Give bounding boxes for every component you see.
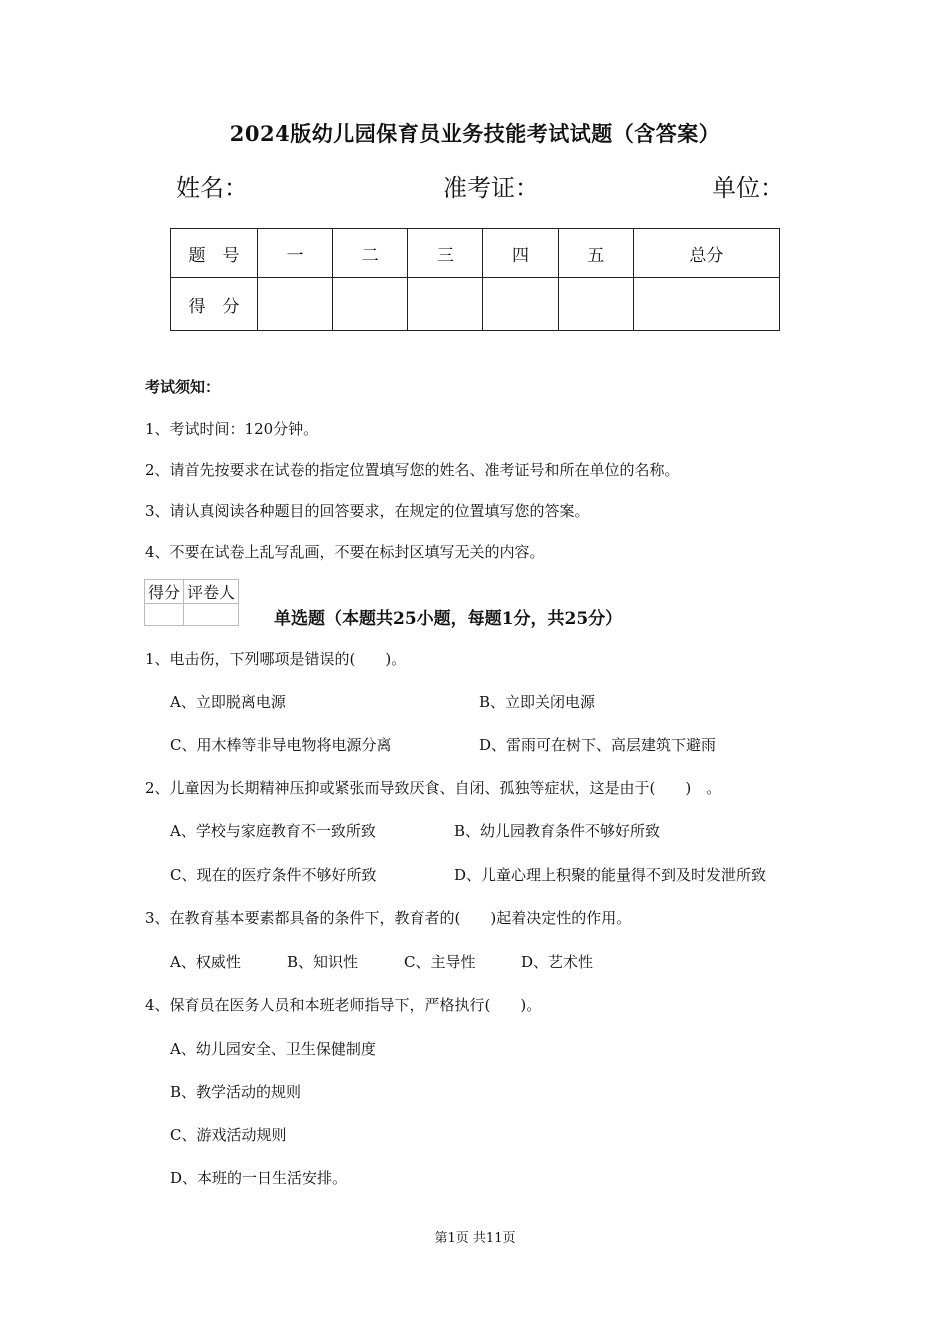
score-header-cell: 三 (408, 229, 483, 278)
notes-item: 3、请认真阅读各种题目的回答要求，在规定的位置填写您的答案。 (145, 502, 590, 520)
question-option: C、主导性 (404, 953, 476, 971)
score-header-cell: 五 (558, 229, 633, 278)
notes-item: 4、不要在试卷上乱写乱画，不要在标封区填写无关的内容。 (145, 543, 545, 561)
question-option: B、立即关闭电源 (479, 693, 596, 711)
page-footer: 第1页 共11页 (434, 1231, 516, 1246)
grader-box (144, 579, 239, 626)
grader-reviewer-label: 评卷人 (184, 580, 239, 604)
question-stem: 4、保育员在医务人员和本班老师指导下，严格执行( )。 (145, 996, 542, 1014)
grader-reviewer-cell[interactable] (184, 604, 239, 626)
score-input-cell[interactable] (558, 278, 633, 331)
grader-score-cell[interactable] (145, 604, 184, 626)
score-table-header-row (171, 229, 780, 278)
question-option: D、雷雨可在树下、高层建筑下避雨 (479, 736, 717, 754)
question-option: A、立即脱离电源 (170, 693, 286, 711)
question-stem: 3、在教育基本要素都具备的条件下，教育者的( )起着决定性的作用。 (145, 909, 632, 927)
score-header-cell: 一 (258, 229, 333, 278)
question-option: D、本班的一日生活安排。 (170, 1169, 348, 1187)
question-option: C、现在的医疗条件不够好所致 (170, 866, 377, 884)
notes-title: 考试须知： (145, 378, 221, 396)
notes-item: 2、请首先按要求在试卷的指定位置填写您的姓名、准考证号和所在单位的名称。 (145, 461, 680, 479)
score-header-cell: 总分 (633, 229, 779, 278)
score-row-label: 得 分 (171, 278, 258, 331)
section-title: 单选题（本题共25小题，每题1分，共25分） (274, 609, 623, 629)
score-input-cell[interactable] (258, 278, 333, 331)
question-option: C、用木棒等非导电物将电源分离 (170, 736, 392, 754)
score-input-cell[interactable] (483, 278, 558, 331)
question-stem: 2、儿童因为长期精神压抑或紧张而导致厌食、自闭、孤独等症状，这是由于( ) 。 (145, 779, 722, 797)
question-option: B、教学活动的规则 (170, 1083, 302, 1101)
question-option: D、儿童心理上积聚的能量得不到及时发泄所致 (454, 866, 767, 884)
unit-field-label: 单位： (712, 174, 784, 202)
ticket-field-label: 准考证： (443, 174, 539, 202)
score-table-score-row (171, 278, 780, 331)
grader-score-label: 得分 (145, 580, 184, 604)
question-option: D、艺术性 (521, 953, 594, 971)
question-stem: 1、电击伤，下列哪项是错误的( )。 (145, 650, 407, 668)
question-option: B、知识性 (287, 953, 359, 971)
question-option: A、幼儿园安全、卫生保健制度 (170, 1040, 376, 1058)
question-option: C、游戏活动规则 (170, 1126, 287, 1144)
score-input-cell[interactable] (408, 278, 483, 331)
score-header-cell: 四 (483, 229, 558, 278)
score-input-cell[interactable] (633, 278, 779, 331)
page-title: 2024版幼儿园保育员业务技能考试试题（含答案） (229, 121, 721, 146)
question-option: A、权威性 (170, 953, 241, 971)
notes-item: 1、考试时间：120分钟。 (145, 420, 319, 438)
name-field-label: 姓名： (176, 174, 248, 202)
score-header-cell: 题 号 (171, 229, 258, 278)
score-header-cell: 二 (333, 229, 408, 278)
question-option: B、幼儿园教育条件不够好所致 (454, 822, 661, 840)
question-option: A、学校与家庭教育不一致所致 (170, 822, 376, 840)
score-input-cell[interactable] (333, 278, 408, 331)
score-table (170, 228, 780, 331)
